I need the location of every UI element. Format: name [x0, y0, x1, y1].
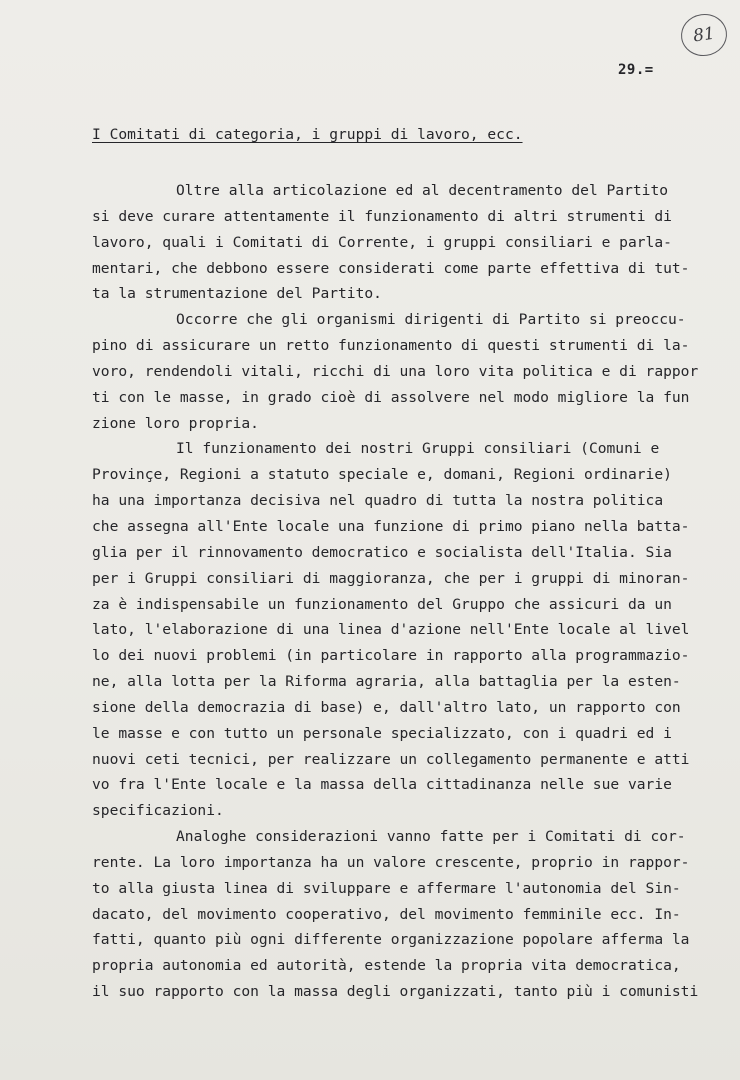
text-line: propria autonomia ed autorità, estende la propria vita democratica,	[92, 957, 681, 975]
text-line: si deve curare attentamente il funzionamento di altri strumenti di	[92, 207, 672, 225]
text-line: per i Gruppi consiliari di maggioranza, che per i gruppi di minoran-	[92, 569, 690, 587]
text-line: ne, alla lotta per la Riforma agraria, alla battaglia per la esten-	[92, 673, 681, 691]
text-line: lato, l'elaborazione di una linea d'azione nell'Ente locale al livel	[92, 621, 690, 639]
text-line: Oltre alla articolazione ed al decentramento del Partito	[176, 182, 669, 199]
text-line: vo fra l'Ente locale e la massa della cittadinanza nelle sue varie	[92, 776, 672, 794]
text-line: ti con le masse, in grado cioè di assolvere nel modo migliore la fun	[92, 388, 690, 406]
text-line: Occorre che gli organismi dirigenti di Partito si preoccu-	[176, 311, 686, 329]
text-line: glia per il rinnovamento democratico e socialista dell'Italia. Sia	[92, 543, 672, 561]
text-line: che assegna all'Ente locale una funzione di primo piano nella batta-	[92, 517, 690, 535]
archive-stamp	[678, 11, 729, 59]
text-line: ta la strumentazione del Partito.	[92, 285, 382, 303]
text-line: il suo rapporto con la massa degli organizzati, tanto più i comunisti	[92, 983, 699, 1001]
section-heading: I Comitati di categoria, i gruppi di lavoro, ecc.	[92, 126, 523, 143]
text-line: specificazioni.	[92, 802, 224, 820]
text-line: ha una importanza decisiva nel quadro di tutta la nostra politica	[92, 492, 664, 510]
text-line: Provinçe, Regioni a statuto speciale e, domani, Regioni ordinarie)	[92, 466, 672, 484]
text-line: dacato, del movimento cooperativo, del movimento femminile ecc. In-	[92, 905, 681, 923]
text-line: pino di assicurare un retto funzionamento di questi strumenti di la-	[92, 337, 690, 355]
text-line: voro, rendendoli vitali, ricchi di una loro vita politica e di rappor	[92, 362, 699, 380]
text-line: zione loro propria.	[92, 414, 259, 432]
text-line: lavoro, quali i Comitati di Corrente, i gruppi consiliari e parla-	[92, 233, 672, 251]
text-line: le masse e con tutto un personale specializzato, con i quadri ed i	[92, 724, 672, 742]
text-line: Il funzionamento dei nostri Gruppi consiliari (Comuni e	[176, 440, 660, 458]
text-line: fatti, quanto più ogni differente organizzazione popolare afferma la	[92, 931, 690, 949]
archive-stamp-number: 81	[691, 23, 717, 47]
text-line: to alla giusta linea di sviluppare e affermare l'autonomia del Sin-	[92, 879, 681, 897]
body-text	[92, 178, 702, 1005]
text-line: mentari, che debbono essere considerati come parte effettiva di tut-	[92, 259, 690, 277]
text-line: sione della democrazia di base) e, dall'altro lato, un rapporto con	[92, 698, 681, 716]
text-line: Analoghe considerazioni vanno fatte per i Comitati di cor-	[176, 828, 686, 846]
text-line: lo dei nuovi problemi (in particolare in rapporto alla programmazio-	[92, 647, 690, 665]
page-number: 29.=	[618, 62, 654, 78]
text-line: za è indispensabile un funzionamento del Gruppo che assicuri da un	[92, 595, 672, 613]
text-line: nuovi ceti tecnici, per realizzare un collegamento permanente e atti	[92, 750, 690, 768]
text-line: rente. La loro importanza ha un valore crescente, proprio in rappor-	[92, 853, 690, 871]
